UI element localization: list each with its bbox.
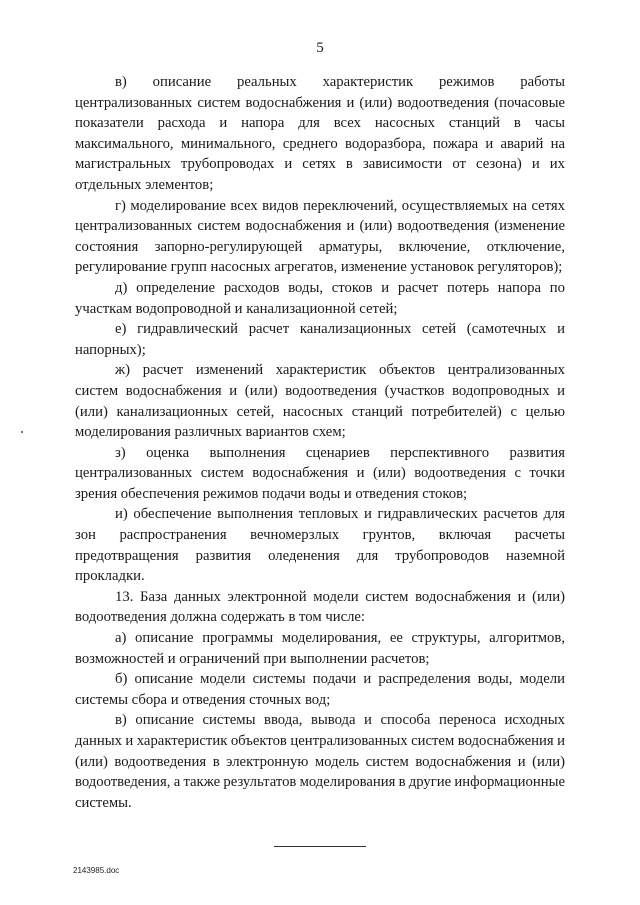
paragraph-d-flow-determination: д) определение расходов воды, стоков и расчет потерь напора по участкам водопроводной и канализационной сетей; <box>75 279 565 317</box>
paragraph-zh-characteristics-changes: ж) расчет изменений характеристик объектов централизованных систем водоснабжения и (или) водоотведения (участков водопроводных и (или) канализационных сетей, насосных станций потребителей) с целью моделирования различных вариантов схем; <box>75 362 565 441</box>
footer-divider <box>274 846 366 847</box>
scan-speck <box>21 431 23 433</box>
paragraph-e-hydraulic-calculation: е) гидравлический расчет канализационных сетей (самотечных и напорных); <box>75 321 565 358</box>
page-number: 5 <box>316 40 324 56</box>
paragraph-i-thermal-calculations: и) обеспечение выполнения тепловых и гидравлических расчетов для зон распространения вечномерзлых грунтов, включая расчеты предотвращения развития оледенения для трубопроводов наземной прокладки. <box>75 506 565 585</box>
paragraph-v-io-system: в) описание системы ввода, вывода и способа переноса исходных данных и характеристик объектов централизованных систем водоснабжения и (или) водоотведения в электронную модель систем водоснабжения и (или) водоотведения, а также результатов моделирования в другие информационные системы. <box>75 712 565 811</box>
paragraph-z-scenario-assessment: з) оценка выполнения сценариев перспективного развития централизованных систем водоснабжения и (или) водоотведения с точки зрения обеспечения режимов подачи воды и отведения стоков; <box>75 444 565 502</box>
paragraph-v-real-characteristics: в) описание реальных характеристик режимов работы централизованных систем водоснабжения и (или) водоотведения (почасовые показатели расхода и напора для всех насосных станций в часы максимального, минимального, среднего водоразбора, пожара и аварий на магистральных трубопроводах и сетях в зависимости от сезона) и их отдельных элементов; <box>75 74 565 193</box>
paragraph-13-database: 13. База данных электронной модели систем водоснабжения и (или) водоотведения должна содержать в том числе: <box>75 588 565 626</box>
paragraph-b-model-description: б) описание модели системы подачи и распределения воды, модели системы сбора и отведения сточных вод; <box>75 671 565 708</box>
paragraph-a-program-description: а) описание программы моделирования, ее структуры, алгоритмов, возможностей и ограничений при выполнении расчетов; <box>75 630 565 667</box>
paragraph-g-switching-modeling: г) моделирование всех видов переключений, осуществляемых на сетях централизованных систем водоснабжения и (или) водоотведения (изменение состояния запорно-регулирующей арматуры, включение, отключение, регулирование групп насосных агрегатов, изменение установок регуляторов); <box>75 197 565 276</box>
document-body <box>75 72 565 813</box>
document-file-id: 2143985.doc <box>73 866 120 875</box>
